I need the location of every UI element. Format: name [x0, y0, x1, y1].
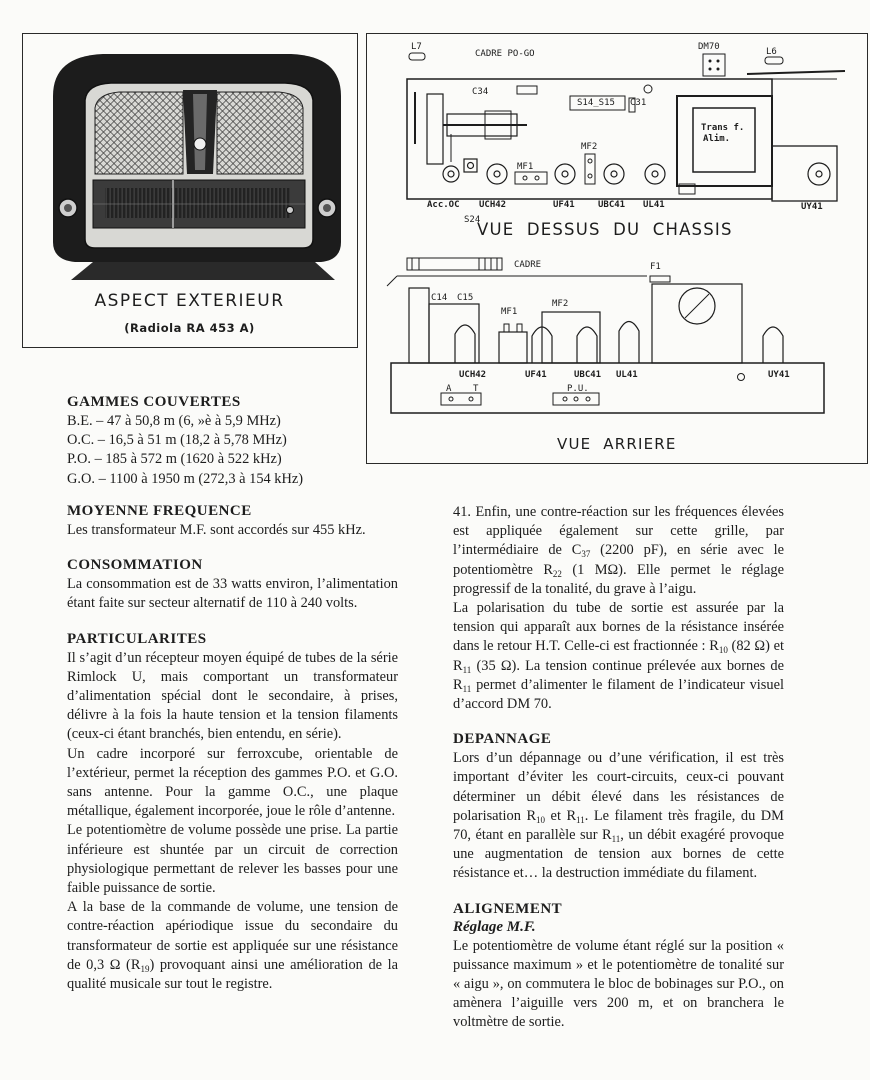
label-mf1-rear: MF1: [501, 307, 518, 317]
label-uch42-rear: UCH42: [459, 370, 487, 380]
label-uf41-rear: UF41: [525, 370, 547, 380]
label-uf41-top: UF41: [553, 200, 575, 210]
exterior-panel: [22, 33, 358, 348]
label-c34: C34: [472, 87, 489, 97]
label-a: A: [446, 384, 452, 394]
moyenne-text: Les transformateur M.F. sont accordés sur 455 kHz.: [67, 522, 366, 538]
label-l7: L7: [411, 42, 422, 52]
particularites-p1: Il s’agit d’un récepteur moyen équipé de tubes de la série Rimlock U, mais comportant un transformateur d’alimentation spécial dont le secondaire, à prises, délivre à la fois la haute tension et la tension filaments (ceux-ci étant branchés, bien entendu, en série).: [67, 649, 398, 743]
label-acc-oc: Acc.OC: [427, 200, 460, 210]
right-p2: La polarisation du tube de sortie est assurée par la tension qui apparaît aux bornes de la résistance insérée dans le retour H.T. Celle-ci est fractionnée : $R_{10}$ (82 Ω) et $R_{11}$ (35 Ω). La tension continue prélevée aux bornes de $R_{11}$ permet d’alimenter le filament de l’indicateur visuel d’accord DM 70.: [453, 600, 784, 713]
right-p1: 41. Enfin, une contre-réaction sur les fréquences élevées est appliquée également sur cette grille, par l’intermédiaire de $C_{37}$ (2200 pF), en série avec le potentiomètre $R_{22}$ (1 MΩ). Elle permet le réglage progressif de la tonalité, du grave à l’aigu.: [453, 504, 784, 597]
label-f1: F1: [650, 262, 661, 272]
chassis-rear-title: VUE ARRIERE: [557, 435, 677, 453]
label-cadre-po-go: CADRE PO-GO: [475, 49, 535, 59]
label-s14s15: S14_S15: [577, 98, 615, 108]
chassis-panel: [366, 33, 868, 464]
label-pu: P.U.: [567, 384, 589, 394]
gammes-line-oc: O.C. – 16,5 à 51 m (18,2 à 5,78 MHz): [67, 432, 287, 449]
label-ul41-rear: UL41: [616, 370, 638, 380]
left-column: [67, 503, 398, 994]
label-c15: C15: [457, 293, 474, 303]
particularites-p4: A la base de la commande de volume, une tension de contre-réaction apériodique issue du secondaire du transformateur de sortie est appliquée sur une résistance de 0,3 Ω $(R_{19})$ provoquant ainsi une amélioration de la qualité musicale sur tout le registre.: [67, 899, 399, 993]
label-l6: L6: [766, 47, 777, 57]
label-t: T: [473, 384, 479, 394]
moyenne-heading: MOYENNE FREQUENCE: [67, 503, 252, 519]
label-mf2-top: MF2: [581, 142, 598, 152]
particularites-p2: Un cadre incorporé sur ferroxcube, orientable de l’extérieur, permet la réception des gammes P.O. et G.O. sans antenne. Pour la gamme O.C., une plaque métallique, également incorporée, joue le rôle d’antenne.: [67, 745, 398, 820]
section-gammes: [67, 394, 357, 489]
alignement-heading: ALIGNEMENT: [453, 900, 563, 917]
label-alim: Alim.: [703, 134, 731, 144]
label-mf1-top: MF1: [517, 162, 534, 172]
consommation-text: La consommation est de 33 watts environ, l’alimentation étant faite sur secteur alternatif de 110 à 240 volts.: [67, 576, 398, 612]
label-mf2-rear: MF2: [552, 299, 569, 309]
label-uy41-rear: UY41: [768, 370, 790, 380]
label-c31: C31: [630, 98, 647, 108]
label-ubc41-top: UBC41: [598, 200, 626, 210]
label-cadre-rear: CADRE: [514, 260, 542, 270]
chassis-top-title: VUE DESSUS DU CHASSIS: [477, 220, 733, 239]
particularites-heading: PARTICULARITES: [67, 630, 207, 647]
depannage-heading: DEPANNAGE: [453, 731, 552, 748]
consommation-heading: CONSOMMATION: [67, 557, 203, 574]
label-s24: S24: [464, 215, 481, 224]
gammes-line-po: P.O. – 185 à 572 m (1620 à 522 kHz): [67, 451, 282, 468]
label-dm70: DM70: [698, 42, 720, 52]
right-column: [453, 503, 784, 1033]
particularites-p3: Le potentiomètre de volume possède une prise. La partie inférieure est shuntée par un circuit de correction physiologique permettant de relever les basses pour une faible puissance de sortie.: [67, 822, 398, 897]
chassis-rear-diagram: [367, 246, 866, 421]
label-ul41-top: UL41: [643, 200, 665, 210]
radio-illustration: [23, 34, 356, 284]
alignement-text: Le potentiomètre de volume étant réglé sur la position « puissance maximum » et le potentiomètre de tonalité sur « aigu », on commutera le bloc de bobinages sur P.O., on amènera l’aiguille vers 200 m, et on branchera le voltmètre de sortie.: [453, 937, 784, 1031]
label-transf: Trans f.: [701, 123, 745, 133]
alignement-subheading: Réglage M.F.: [453, 918, 536, 935]
label-uch42-top: UCH42: [479, 200, 507, 210]
gammes-line-be: B.E. – 47 à 50,8 m (6, »è à 5,9 MHz): [67, 413, 281, 429]
exterior-caption: ASPECT EXTERIEUR: [94, 291, 285, 311]
chassis-top-diagram: [367, 34, 866, 224]
gammes-line-go: G.O. – 1100 à 1950 m (272,3 à 154 kHz): [67, 470, 304, 487]
label-c14: C14: [431, 293, 448, 303]
exterior-model: (Radiola RA 453 A): [124, 321, 255, 335]
depannage-text: Lors d’un dépannage ou d’une vérification, il est très important d’éviter les court-circuits, ceux-ci pouvant déterminer un débit élevé dans les résistances de polarisation $R_{10}$ et $R_{11}$. Le filament très fragile, du DM 70, étant en parallèle sur $R_{11}$, un débit exagéré provoque une augmentation de tension aux bornes de cette résistance et… la destruction immédiate du filament.: [453, 750, 784, 882]
label-uy41-top: UY41: [801, 202, 823, 212]
label-ubc41-rear: UBC41: [574, 370, 602, 380]
gammes-heading: GAMMES COUVERTES: [67, 394, 241, 410]
